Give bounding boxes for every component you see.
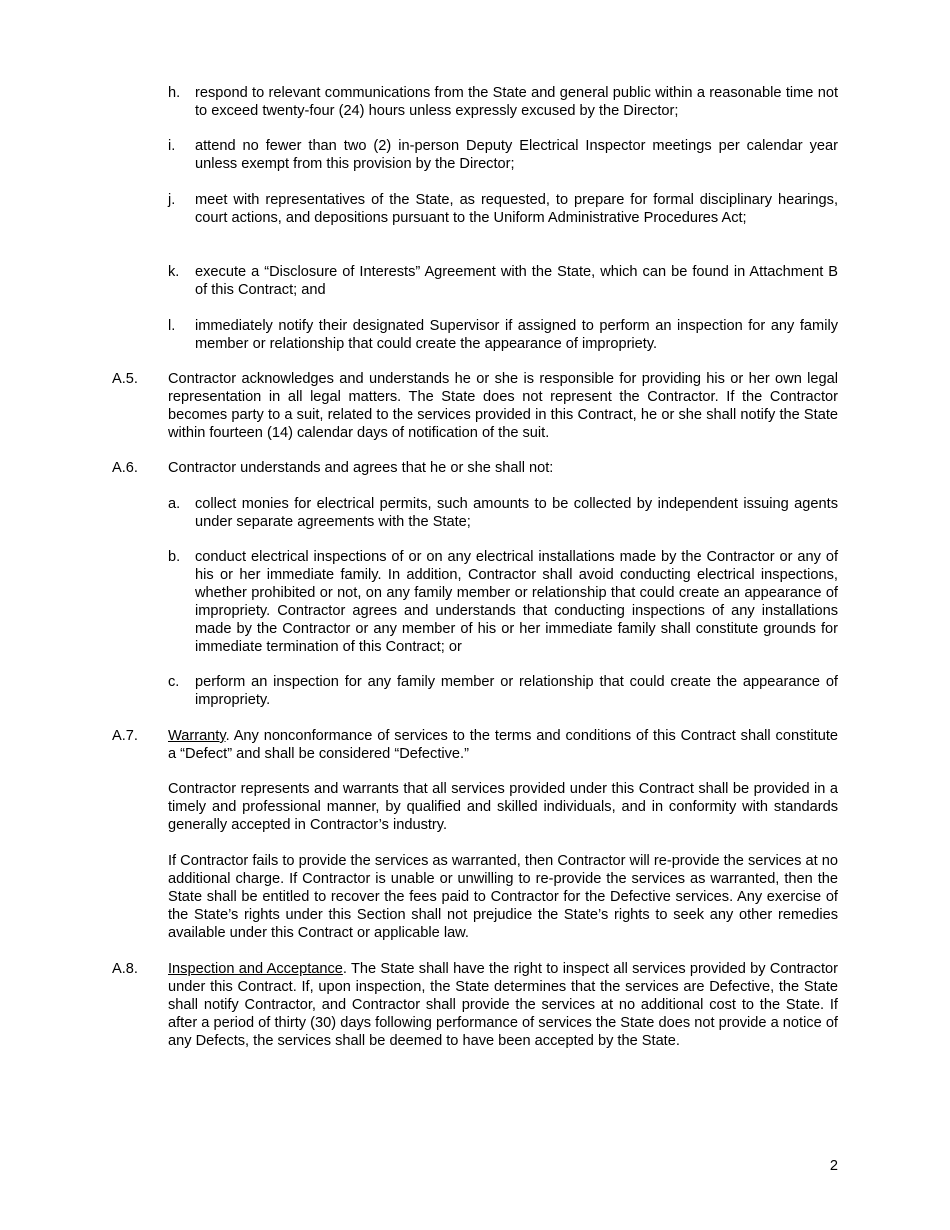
list-item-i (168, 137, 838, 173)
section-number: A.8. (112, 961, 138, 977)
section-text: Contractor understands and agrees that he or she shall not: (168, 460, 554, 476)
section-a6 (112, 459, 838, 477)
list-item-h (168, 84, 838, 120)
section-heading: Warranty (168, 728, 226, 744)
section-a8 (112, 960, 838, 1050)
list-marker: k. (168, 264, 180, 280)
list-item-text: conduct electrical inspections of or on any electrical installations made by the Contractor or any of his or her immediate family. In addition, Contractor shall avoid conducting electrical inspections, whether prohibited or not, on any family member or relationship that could create an appearance of impropriety. Contractor agrees and understands that conducting inspections of any installations made by the Contractor or any member of his or her immediate family shall constitute grounds for immediate termination of this Contract; or (195, 549, 838, 655)
warranty-paragraph-1: Contractor represents and warrants that all services provided under this Contract shall be provided in a timely and professional manner, by qualified and skilled individuals, and in conformity with standards generally accepted in Contractor’s industry. (168, 781, 838, 833)
list-marker: l. (168, 318, 176, 334)
list-marker: h. (168, 85, 181, 101)
warranty-paragraph-2: If Contractor fails to provide the services as warranted, then Contractor will re-provide the services at no additional charge. If Contractor is unable or unwilling to re-provide the services as warranted, then the State shall be entitled to recover the fees paid to Contractor for the Defective services. Any exercise of the State’s rights under this Section shall not prejudice the State’s rights to seek any other remedies available under this Contract or applicable law. (168, 853, 838, 941)
list-item-text: perform an inspection for any family member or relationship that could create the appearance of impropriety. (195, 674, 838, 708)
page-number: 2 (829, 1158, 838, 1174)
section-a5 (112, 370, 838, 442)
list-marker: a. (168, 496, 181, 512)
list-item-j (168, 191, 838, 227)
section-number: A.7. (112, 728, 138, 744)
list-item-b (168, 548, 838, 656)
list-item-l (168, 317, 838, 353)
list-marker: c. (168, 674, 180, 690)
list-item-text: collect monies for electrical permits, such amounts to be collected by independent issuing agents under separate agreements with the State; (195, 496, 838, 530)
section-number: A.5. (112, 371, 138, 387)
list-item-c (168, 673, 838, 709)
section-number: A.6. (112, 460, 138, 476)
section-body: . The State shall have the right to inspect all services provided by Contractor under this Contract. If, upon inspection, the State determines that the services are Defective, the State shall notify Contractor, and Contractor shall provide the services at no additional cost to the State. If after a period of thirty (30) days following performance of services the State does not provide a notice of any Defects, the services shall be deemed to have been accepted by the State. (168, 961, 838, 1049)
section-a7 (112, 727, 838, 763)
section-text (168, 960, 838, 1050)
list-item-text: execute a “Disclosure of Interests” Agreement with the State, which can be found in Attachment B of this Contract; and (195, 264, 838, 298)
section-text: Contractor acknowledges and understands he or she is responsible for providing his or her own legal representation in all legal matters. The State does not represent the Contractor. If the Contractor becomes party to a suit, related to the services provided in this Contract, he or she shall notify the State within fourteen (14) calendar days of notification of the suit. (168, 371, 838, 441)
list-item-k (168, 263, 838, 299)
list-item-a (168, 495, 838, 531)
list-marker: b. (168, 549, 181, 565)
list-marker: i. (168, 138, 176, 154)
section-text (168, 727, 838, 763)
list-marker: j. (168, 192, 176, 208)
list-item-text: immediately notify their designated Supervisor if assigned to perform an inspection for any family member or relationship that could create the appearance of impropriety. (195, 318, 838, 352)
section-body: . Any nonconformance of services to the terms and conditions of this Contract shall constitute a “Defect” and shall be considered “Defective.” (168, 728, 838, 762)
list-item-text: attend no fewer than two (2) in-person Deputy Electrical Inspector meetings per calendar year unless exempt from this provision by the Director; (195, 138, 838, 172)
section-heading: Inspection and Acceptance (168, 961, 343, 977)
list-item-text: respond to relevant communications from the State and general public within a reasonable time not to exceed twenty-four (24) hours unless expressly excused by the Director; (195, 85, 838, 119)
list-item-text: meet with representatives of the State, as requested, to prepare for formal disciplinary hearings, court actions, and depositions pursuant to the Uniform Administrative Procedures Act; (195, 192, 838, 226)
